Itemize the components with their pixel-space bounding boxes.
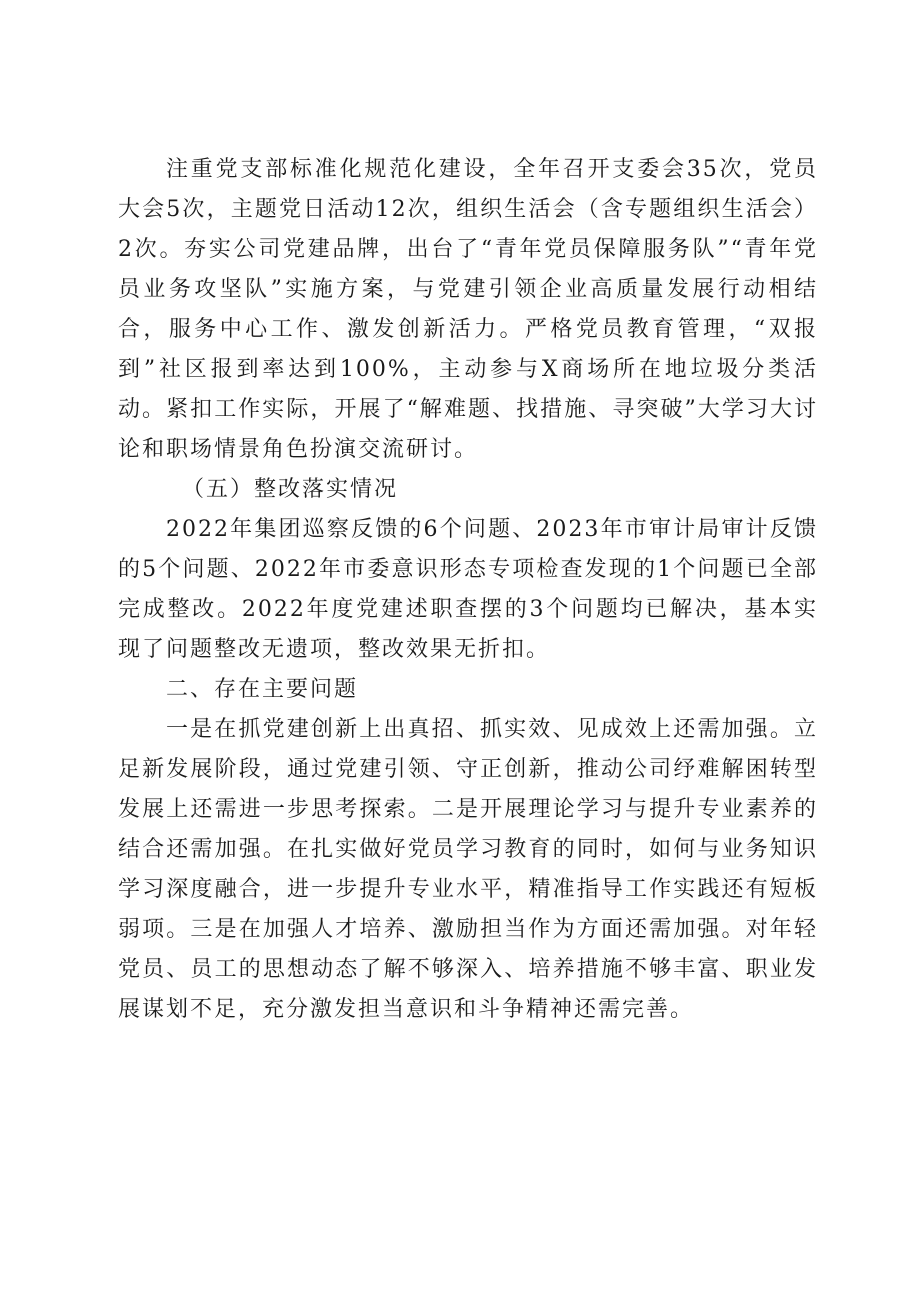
para-rectification: 2022年集团巡察反馈的6个问题、2023年市审计局审计反馈的5个问题、2022年市委意识形态专项检查发现的1个问题已全部完成整改。2022年度党建述职查摆的3个问题均已解决，基本实现了问题整改无遗项，整改效果无折扣。 (118, 517, 818, 662)
heading-rectification: （五）整改落实情况 (182, 477, 399, 502)
document-body (118, 150, 818, 1030)
para-problems: 一是在抓党建创新上出真招、抓实效、见成效上还需加强。立足新发展阶段，通过党建引领、守正创新，推动公司纾难解困转型发展上还需进一步思考探索。二是开展理论学习与提升专业素养的结合还需加强。在扎实做好党员学习教育的同时，如何与业务知识学习深度融合，进一步提升专业水平，精准指导工作实践还有短板弱项。三是在加强人才培养、激励担当作为方面还需加强。对年轻党员、员工的思想动态了解不够深入、培养措施不够丰富、职业发展谋划不足，充分激发担当意识和斗争精神还需完善。 (118, 717, 818, 1022)
para-standardization: 注重党支部标准化规范化建设，全年召开支委会35次，党员大会5次，主题党日活动12次，组织生活会（含专题组织生活会）2次。夯实公司党建品牌，出台了“青年党员保障服务队”“青年党员业务攻坚队”实施方案，与党建引领企业高质量发展行动相结合，服务中心工作、激发创新活力。严格党员教育管理，“双报到”社区报到率达到100%，主动参与X商场所在地垃圾分类活动。紧扣工作实际，开展了“解难题、找措施、寻突破”大学习大讨论和职场情景角色扮演交流研讨。 (118, 157, 818, 462)
heading-main-problems: 二、存在主要问题 (166, 677, 359, 702)
